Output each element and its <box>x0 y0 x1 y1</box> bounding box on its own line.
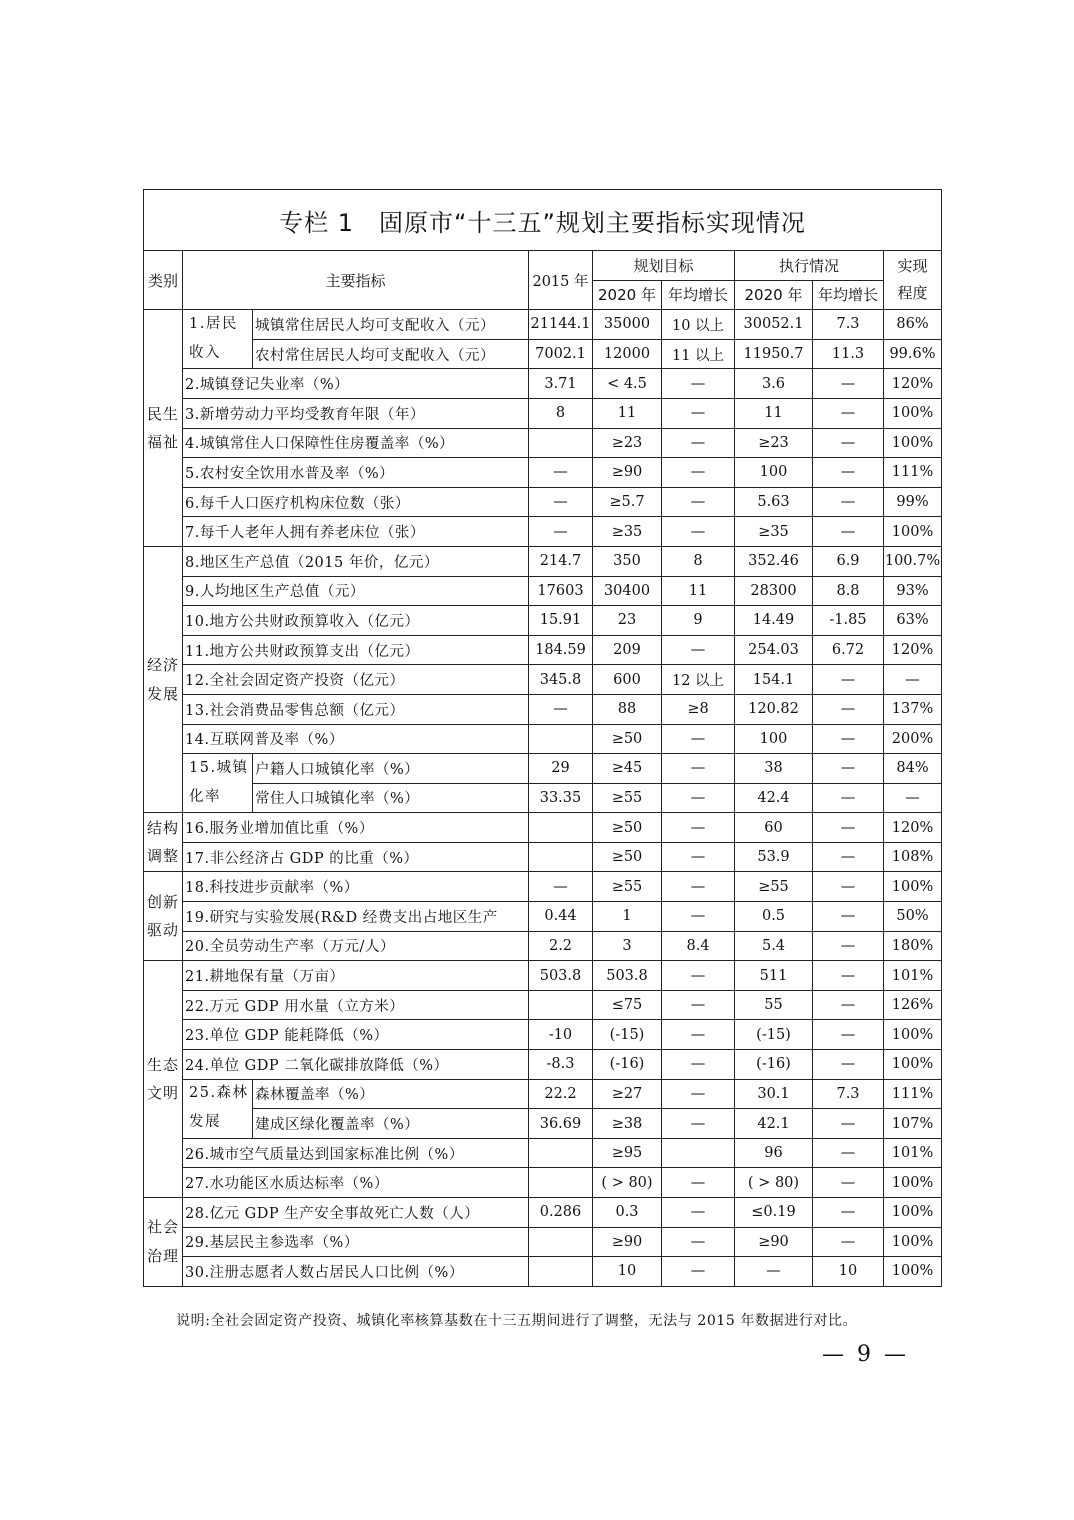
actual-2020-cell: 120.82 <box>735 694 813 724</box>
actual-2020-cell: 511 <box>735 961 813 991</box>
achievement-degree-cell: 180% <box>884 931 942 961</box>
value-2015-cell: 503.8 <box>529 961 593 991</box>
value-2015-cell: 184.59 <box>529 635 593 665</box>
indicator-name: 城镇常住居民人均可支配收入（元） <box>253 310 529 340</box>
indicator-name: 30.注册志愿者人数占居民人口比例（%） <box>183 1257 529 1287</box>
actual-2020-cell: 28300 <box>735 576 813 606</box>
actual-growth-cell: — <box>813 1050 884 1080</box>
actual-growth-cell: — <box>813 1198 884 1228</box>
table-row <box>144 1257 942 1287</box>
target-growth-cell: — <box>662 872 735 902</box>
table-row <box>144 339 942 369</box>
target-2020-cell: 12000 <box>593 339 662 369</box>
target-growth-cell: 12 以上 <box>662 665 735 695</box>
table-row <box>144 842 942 872</box>
target-2020-cell: ≥50 <box>593 842 662 872</box>
actual-2020-cell: 60 <box>735 813 813 843</box>
indicator-name: 户籍人口城镇化率（%） <box>253 754 529 784</box>
value-2015-cell <box>529 1227 593 1257</box>
header-execution: 执行情况 <box>735 251 884 281</box>
target-growth-cell: 8 <box>662 546 735 576</box>
actual-2020-cell: ≥90 <box>735 1227 813 1257</box>
value-2015-cell: -10 <box>529 1020 593 1050</box>
target-2020-cell: ≥55 <box>593 872 662 902</box>
value-2015-cell <box>529 1168 593 1198</box>
target-2020-cell: 11 <box>593 398 662 428</box>
achievement-degree-cell: 100% <box>884 428 942 458</box>
group-label: 发展 <box>183 1109 253 1139</box>
indicator-name: 常住人口城镇化率（%） <box>253 783 529 813</box>
actual-2020-cell: 11 <box>735 398 813 428</box>
actual-growth-cell: 6.72 <box>813 635 884 665</box>
target-2020-cell: ≥90 <box>593 1227 662 1257</box>
actual-2020-cell: ≥23 <box>735 428 813 458</box>
actual-2020-cell: 42.1 <box>735 1109 813 1139</box>
table-row <box>144 990 942 1020</box>
actual-growth-cell: — <box>813 813 884 843</box>
category-cell: 民生 福祉 <box>144 310 183 547</box>
table-row <box>144 1168 942 1198</box>
value-2015-cell: 7002.1 <box>529 339 593 369</box>
achievement-degree-cell: 120% <box>884 813 942 843</box>
actual-2020-cell: 96 <box>735 1138 813 1168</box>
value-2015-cell: 0.286 <box>529 1198 593 1228</box>
target-2020-cell: (-16) <box>593 1050 662 1080</box>
target-growth-cell: — <box>662 369 735 399</box>
target-growth-cell: — <box>662 398 735 428</box>
header-degree-line2: 程度 <box>897 284 928 303</box>
indicator-name: 14.互联网普及率（%） <box>183 724 529 754</box>
target-growth-cell: — <box>662 842 735 872</box>
group-label: 化率 <box>183 783 253 813</box>
actual-2020-cell: 30.1 <box>735 1079 813 1109</box>
achievement-degree-cell: 100% <box>884 1257 942 1287</box>
indicator-name: 11.地方公共财政预算支出（亿元） <box>183 635 529 665</box>
indicator-name: 18.科技进步贡献率（%） <box>183 872 529 902</box>
actual-growth-cell: — <box>813 754 884 784</box>
target-2020-cell: ≥27 <box>593 1079 662 1109</box>
value-2015-cell: — <box>529 517 593 547</box>
indicator-name: 27.水功能区水质达标率（%） <box>183 1168 529 1198</box>
header-2015: 2015 年 <box>529 251 593 310</box>
achievement-degree-cell: 108% <box>884 842 942 872</box>
table-row <box>144 902 942 932</box>
actual-growth-cell: 7.3 <box>813 310 884 340</box>
target-growth-cell: — <box>662 1109 735 1139</box>
achievement-degree-cell: 100.7% <box>884 546 942 576</box>
table-row <box>144 694 942 724</box>
achievement-degree-cell: 100% <box>884 872 942 902</box>
table-row <box>144 1227 942 1257</box>
target-growth-cell: 9 <box>662 606 735 636</box>
achievement-degree-cell: 120% <box>884 635 942 665</box>
table-row <box>144 665 942 695</box>
header-exec-growth: 年均增长 <box>813 280 884 310</box>
value-2015-cell <box>529 1138 593 1168</box>
actual-2020-cell: ≥55 <box>735 872 813 902</box>
target-growth-cell: — <box>662 1020 735 1050</box>
actual-2020-cell: (-16) <box>735 1050 813 1080</box>
value-2015-cell: 214.7 <box>529 546 593 576</box>
value-2015-cell: 345.8 <box>529 665 593 695</box>
actual-growth-cell: — <box>813 842 884 872</box>
value-2015-cell: 17603 <box>529 576 593 606</box>
target-growth-cell: — <box>662 1168 735 1198</box>
table-row <box>144 487 942 517</box>
target-2020-cell: ( > 80) <box>593 1168 662 1198</box>
indicator-name: 7.每千人老年人拥有养老床位（张） <box>183 517 529 547</box>
achievement-degree-cell: 100% <box>884 1050 942 1080</box>
actual-2020-cell: — <box>735 1257 813 1287</box>
table-row <box>144 961 942 991</box>
achievement-degree-cell: 84% <box>884 754 942 784</box>
achievement-degree-cell: 101% <box>884 961 942 991</box>
indicator-name: 24.单位 GDP 二氧化碳排放降低（%） <box>183 1050 529 1080</box>
indicator-name: 10.地方公共财政预算收入（亿元） <box>183 606 529 636</box>
target-2020-cell: 209 <box>593 635 662 665</box>
actual-growth-cell: — <box>813 694 884 724</box>
table-row <box>144 517 942 547</box>
target-2020-cell: 503.8 <box>593 961 662 991</box>
table-row <box>144 1079 942 1109</box>
achievement-degree-cell: — <box>884 783 942 813</box>
target-growth-cell: ≥8 <box>662 694 735 724</box>
target-2020-cell: 350 <box>593 546 662 576</box>
target-growth-cell: — <box>662 487 735 517</box>
indicator-name: 6.每千人口医疗机构床位数（张） <box>183 487 529 517</box>
table-row <box>144 872 942 902</box>
group-label: 收入 <box>183 339 253 369</box>
indicator-name: 2.城镇登记失业率（%） <box>183 369 529 399</box>
target-2020-cell: ≥5.7 <box>593 487 662 517</box>
header-degree-line1: 实现 <box>897 257 928 276</box>
actual-growth-cell: — <box>813 961 884 991</box>
table-row <box>144 813 942 843</box>
indicator-name: 17.非公经济占 GDP 的比重（%） <box>183 842 529 872</box>
target-2020-cell: 23 <box>593 606 662 636</box>
value-2015-cell <box>529 990 593 1020</box>
actual-growth-cell: — <box>813 428 884 458</box>
target-2020-cell: 3 <box>593 931 662 961</box>
target-growth-cell <box>662 1138 735 1168</box>
table-row <box>144 754 942 784</box>
actual-2020-cell: 100 <box>735 458 813 488</box>
target-growth-cell: 10 以上 <box>662 310 735 340</box>
table-row <box>144 458 942 488</box>
target-2020-cell: ≥45 <box>593 754 662 784</box>
actual-growth-cell: — <box>813 1168 884 1198</box>
header-degree <box>884 251 942 310</box>
value-2015-cell: 0.44 <box>529 902 593 932</box>
actual-growth-cell: — <box>813 990 884 1020</box>
actual-2020-cell: ( > 80) <box>735 1168 813 1198</box>
table-row <box>144 1050 942 1080</box>
indicator-name: 森林覆盖率（%） <box>253 1079 529 1109</box>
indicator-name: 4.城镇常住人口保障性住房覆盖率（%） <box>183 428 529 458</box>
achievement-degree-cell: 111% <box>884 1079 942 1109</box>
table-title: 专栏 1 固原市“十三五”规划主要指标实现情况 <box>144 190 942 251</box>
achievement-degree-cell: 100% <box>884 1198 942 1228</box>
value-2015-cell: 33.35 <box>529 783 593 813</box>
actual-growth-cell: — <box>813 487 884 517</box>
target-2020-cell: ≥55 <box>593 783 662 813</box>
header-plan-growth: 年均增长 <box>662 280 735 310</box>
actual-2020-cell: 30052.1 <box>735 310 813 340</box>
target-2020-cell: 35000 <box>593 310 662 340</box>
table-row <box>144 931 942 961</box>
actual-growth-cell: — <box>813 931 884 961</box>
actual-2020-cell: 53.9 <box>735 842 813 872</box>
group-label: 1.居民 <box>183 310 253 340</box>
target-growth-cell: — <box>662 1198 735 1228</box>
actual-growth-cell: — <box>813 369 884 399</box>
actual-growth-cell: — <box>813 1138 884 1168</box>
table-row <box>144 310 942 340</box>
value-2015-cell: 36.69 <box>529 1109 593 1139</box>
table-row <box>144 783 942 813</box>
actual-2020-cell: 38 <box>735 754 813 784</box>
achievement-degree-cell: — <box>884 665 942 695</box>
indicator-name: 16.服务业增加值比重（%） <box>183 813 529 843</box>
table-row <box>144 606 942 636</box>
indicator-name: 农村常住居民人均可支配收入（元） <box>253 339 529 369</box>
actual-growth-cell: -1.85 <box>813 606 884 636</box>
indicator-name: 23.单位 GDP 能耗降低（%） <box>183 1020 529 1050</box>
value-2015-cell: 15.91 <box>529 606 593 636</box>
indicator-name: 5.农村安全饮用水普及率（%） <box>183 458 529 488</box>
value-2015-cell: 29 <box>529 754 593 784</box>
actual-growth-cell: 10 <box>813 1257 884 1287</box>
target-2020-cell: 88 <box>593 694 662 724</box>
header-indicator: 主要指标 <box>183 251 529 310</box>
table-row <box>144 398 942 428</box>
value-2015-cell <box>529 1257 593 1287</box>
target-2020-cell: 0.3 <box>593 1198 662 1228</box>
table-row <box>144 635 942 665</box>
achievement-degree-cell: 63% <box>884 606 942 636</box>
target-growth-cell: — <box>662 1050 735 1080</box>
indicator-name: 13.社会消费品零售总额（亿元） <box>183 694 529 724</box>
category-cell: 结构 调整 <box>144 813 183 872</box>
actual-2020-cell: ≤0.19 <box>735 1198 813 1228</box>
indicator-name: 20.全员劳动生产率（万元/人） <box>183 931 529 961</box>
achievement-degree-cell: 100% <box>884 398 942 428</box>
value-2015-cell: 22.2 <box>529 1079 593 1109</box>
target-2020-cell: ≤75 <box>593 990 662 1020</box>
target-growth-cell: — <box>662 990 735 1020</box>
target-2020-cell: 1 <box>593 902 662 932</box>
actual-2020-cell: 352.46 <box>735 546 813 576</box>
target-2020-cell: ≥90 <box>593 458 662 488</box>
achievement-degree-cell: 137% <box>884 694 942 724</box>
target-growth-cell: — <box>662 783 735 813</box>
achievement-degree-cell: 126% <box>884 990 942 1020</box>
value-2015-cell: -8.3 <box>529 1050 593 1080</box>
actual-2020-cell: 154.1 <box>735 665 813 695</box>
target-2020-cell: 10 <box>593 1257 662 1287</box>
actual-2020-cell: 254.03 <box>735 635 813 665</box>
indicator-name: 3.新增劳动力平均受教育年限（年） <box>183 398 529 428</box>
target-growth-cell: — <box>662 961 735 991</box>
target-growth-cell: — <box>662 902 735 932</box>
indicator-name: 29.基层民主参选率（%） <box>183 1227 529 1257</box>
table-row <box>144 1138 942 1168</box>
indicator-name: 19.研究与实验发展(R&D 经费支出占地区生产 <box>183 902 529 932</box>
header-exec-2020: 2020 年 <box>735 280 813 310</box>
target-2020-cell: < 4.5 <box>593 369 662 399</box>
actual-growth-cell: — <box>813 872 884 902</box>
actual-2020-cell: 11950.7 <box>735 339 813 369</box>
target-growth-cell: — <box>662 428 735 458</box>
actual-growth-cell: — <box>813 724 884 754</box>
page-number: — 9 — <box>822 1342 909 1367</box>
value-2015-cell <box>529 428 593 458</box>
actual-growth-cell: — <box>813 783 884 813</box>
actual-2020-cell: 0.5 <box>735 902 813 932</box>
target-2020-cell: ≥23 <box>593 428 662 458</box>
actual-growth-cell: 8.8 <box>813 576 884 606</box>
header-category: 类别 <box>144 251 183 310</box>
target-growth-cell: 8.4 <box>662 931 735 961</box>
actual-2020-cell: 14.49 <box>735 606 813 636</box>
achievement-degree-cell: 100% <box>884 1168 942 1198</box>
header-plan-2020: 2020 年 <box>593 280 662 310</box>
value-2015-cell: 3.71 <box>529 369 593 399</box>
group-label: 25.森林 <box>183 1079 253 1109</box>
achievement-degree-cell: 99.6% <box>884 339 942 369</box>
actual-2020-cell: 5.4 <box>735 931 813 961</box>
indicator-name: 26.城市空气质量达到国家标准比例（%） <box>183 1138 529 1168</box>
target-2020-cell: ≥38 <box>593 1109 662 1139</box>
value-2015-cell <box>529 842 593 872</box>
achievement-degree-cell: 93% <box>884 576 942 606</box>
indicator-table <box>143 189 942 1287</box>
target-2020-cell: (-15) <box>593 1020 662 1050</box>
value-2015-cell: — <box>529 487 593 517</box>
actual-2020-cell: 100 <box>735 724 813 754</box>
target-2020-cell: ≥95 <box>593 1138 662 1168</box>
achievement-degree-cell: 107% <box>884 1109 942 1139</box>
actual-2020-cell: (-15) <box>735 1020 813 1050</box>
actual-2020-cell: ≥35 <box>735 517 813 547</box>
achievement-degree-cell: 99% <box>884 487 942 517</box>
category-cell: 创新 驱动 <box>144 872 183 961</box>
achievement-degree-cell: 200% <box>884 724 942 754</box>
actual-growth-cell: — <box>813 517 884 547</box>
value-2015-cell <box>529 724 593 754</box>
actual-growth-cell: — <box>813 458 884 488</box>
indicator-name: 建成区绿化覆盖率（%） <box>253 1109 529 1139</box>
value-2015-cell <box>529 813 593 843</box>
table-row <box>144 724 942 754</box>
value-2015-cell: 2.2 <box>529 931 593 961</box>
actual-growth-cell: — <box>813 902 884 932</box>
target-growth-cell: 11 以上 <box>662 339 735 369</box>
actual-2020-cell: 3.6 <box>735 369 813 399</box>
table-row <box>144 1198 942 1228</box>
actual-growth-cell: — <box>813 1020 884 1050</box>
target-growth-cell: — <box>662 635 735 665</box>
target-2020-cell: 600 <box>593 665 662 695</box>
achievement-degree-cell: 86% <box>884 310 942 340</box>
indicator-name: 9.人均地区生产总值（元） <box>183 576 529 606</box>
target-growth-cell: — <box>662 754 735 784</box>
actual-2020-cell: 42.4 <box>735 783 813 813</box>
indicator-name: 28.亿元 GDP 生产安全事故死亡人数（人） <box>183 1198 529 1228</box>
target-growth-cell: — <box>662 458 735 488</box>
table-row <box>144 428 942 458</box>
achievement-degree-cell: 100% <box>884 1227 942 1257</box>
indicator-name: 21.耕地保有量（万亩） <box>183 961 529 991</box>
table-row <box>144 369 942 399</box>
target-growth-cell: — <box>662 517 735 547</box>
target-growth-cell: 11 <box>662 576 735 606</box>
indicator-name: 22.万元 GDP 用水量（立方米） <box>183 990 529 1020</box>
actual-growth-cell: — <box>813 1109 884 1139</box>
target-2020-cell: ≥50 <box>593 813 662 843</box>
achievement-degree-cell: 111% <box>884 458 942 488</box>
target-growth-cell: — <box>662 1257 735 1287</box>
target-2020-cell: ≥50 <box>593 724 662 754</box>
actual-growth-cell: — <box>813 665 884 695</box>
category-cell: 经济 发展 <box>144 546 183 812</box>
target-2020-cell: ≥35 <box>593 517 662 547</box>
table-row <box>144 1109 942 1139</box>
target-growth-cell: — <box>662 1079 735 1109</box>
actual-2020-cell: 55 <box>735 990 813 1020</box>
table-note: 说明:全社会固定资产投资、城镇化率核算基数在十三五期间进行了调整，无法与 2015 年数据进行对比。 <box>176 1313 858 1329</box>
achievement-degree-cell: 100% <box>884 1020 942 1050</box>
actual-2020-cell: 5.63 <box>735 487 813 517</box>
target-growth-cell: — <box>662 724 735 754</box>
actual-growth-cell: 11.3 <box>813 339 884 369</box>
value-2015-cell: 21144.1 <box>529 310 593 340</box>
indicator-name: 12.全社会固定资产投资（亿元） <box>183 665 529 695</box>
actual-growth-cell: 6.9 <box>813 546 884 576</box>
indicator-table-sheet <box>143 189 941 1287</box>
achievement-degree-cell: 50% <box>884 902 942 932</box>
achievement-degree-cell: 100% <box>884 517 942 547</box>
achievement-degree-cell: 101% <box>884 1138 942 1168</box>
value-2015-cell: — <box>529 872 593 902</box>
value-2015-cell: — <box>529 458 593 488</box>
table-row <box>144 546 942 576</box>
value-2015-cell: — <box>529 694 593 724</box>
target-2020-cell: 30400 <box>593 576 662 606</box>
indicator-name: 8.地区生产总值（2015 年价，亿元） <box>183 546 529 576</box>
actual-growth-cell: 7.3 <box>813 1079 884 1109</box>
value-2015-cell: 8 <box>529 398 593 428</box>
category-cell: 社会 治理 <box>144 1198 183 1287</box>
table-row <box>144 576 942 606</box>
target-growth-cell: — <box>662 813 735 843</box>
category-cell: 生态 文明 <box>144 961 183 1198</box>
target-growth-cell: — <box>662 1227 735 1257</box>
header-plan-target: 规划目标 <box>593 251 735 281</box>
actual-growth-cell: — <box>813 398 884 428</box>
actual-growth-cell: — <box>813 1227 884 1257</box>
group-label: 15.城镇 <box>183 754 253 784</box>
table-row <box>144 1020 942 1050</box>
achievement-degree-cell: 120% <box>884 369 942 399</box>
